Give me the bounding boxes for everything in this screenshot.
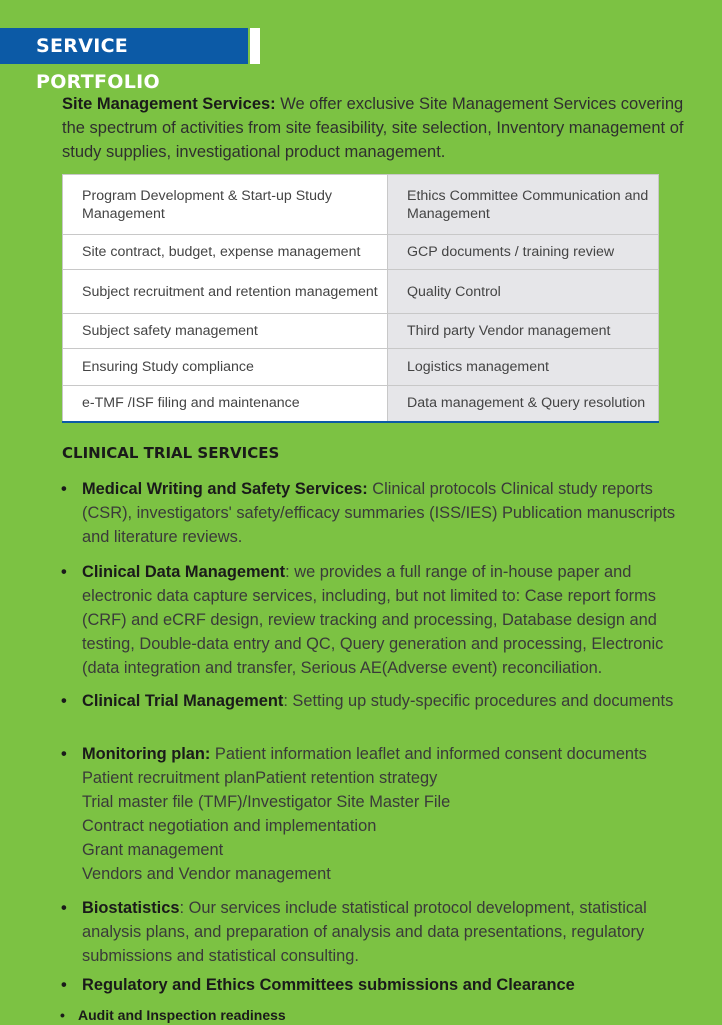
list-item (82, 560, 682, 680)
table-row (63, 314, 659, 349)
table-row (63, 386, 659, 422)
table-row (63, 235, 659, 270)
table-cell: Program Development & Start-up Study Management (63, 175, 388, 235)
item-heading: Audit and Inspection readiness (78, 1007, 286, 1023)
item-line: Trial master file (TMF)/Investigator Site Master File (82, 793, 451, 811)
item-heading: Regulatory and Ethics Committees submissions and Clearance (82, 976, 575, 994)
table-cell: Logistics management (388, 349, 659, 386)
item-text: : we provides a full range of in-house paper and electronic data capture services, including, but not limited to: Case report forms (CRF) and eCRF design, review tracking and processing, Database design and testing, Double-data entry and QC, Query generation and processing, Electronic (data integration and transfer, Serious AE(Adverse event) reconciliation. (82, 563, 664, 677)
intro-heading: Site Management Services: (62, 95, 276, 113)
table-cell: Third party Vendor management (388, 314, 659, 349)
table-cell: Subject safety management (63, 314, 388, 349)
item-text: Patient information leaflet and informed consent documents (210, 745, 647, 763)
intro-paragraph (62, 92, 702, 164)
clinical-section-title: CLINICAL TRIAL SERVICES (62, 444, 280, 462)
item-heading: Clinical Data Management (82, 563, 286, 581)
table-cell: Quality Control (388, 270, 659, 314)
item-line: Grant management (82, 841, 224, 859)
table-cell: GCP documents / training review (388, 235, 659, 270)
table-cell: e-TMF /ISF filing and maintenance (63, 386, 388, 422)
list-item (82, 689, 682, 713)
list-item (82, 973, 682, 997)
table-row (63, 270, 659, 314)
table-cell: Subject recruitment and retention management (63, 270, 388, 314)
intro-text: We offer exclusive Site Management Services covering the spectrum of activities from site feasibility, site selection, Inventory management of study supplies, investigational product management. (62, 95, 684, 161)
table-cell: Ensuring Study compliance (63, 349, 388, 386)
table-cell: Ethics Committee Communication and Management (388, 175, 659, 235)
list-item (78, 1005, 678, 1025)
item-line: Vendors and Vendor management (82, 865, 331, 883)
list-item (82, 477, 682, 549)
title-accent-bar (250, 28, 260, 64)
table-cell: Site contract, budget, expense management (63, 235, 388, 270)
table-cell: Data management & Query resolution (388, 386, 659, 422)
item-line: Contract negotiation and implementation (82, 817, 377, 835)
page-title: SERVICE PORTFOLIO (0, 28, 248, 64)
item-line: Patient recruitment planPatient retention strategy (82, 769, 438, 787)
services-table (62, 174, 659, 423)
list-item (82, 742, 682, 886)
list-item (82, 896, 682, 968)
item-heading: Biostatistics (82, 899, 180, 917)
item-heading: Clinical Trial Management (82, 692, 284, 710)
item-text: Clinical protocols Clinical study reports (CSR), investigators' safety/efficacy summaries (ISS/IES) Publication manuscripts and literature reviews. (82, 480, 676, 546)
item-heading: Medical Writing and Safety Services: (82, 480, 368, 498)
table-row (63, 175, 659, 235)
table-row (63, 349, 659, 386)
item-heading: Monitoring plan: (82, 745, 211, 763)
item-text: : Setting up study-specific procedures and documents (283, 692, 674, 710)
item-text: : Our services include statistical protocol development, statistical analysis plans, and preparation of analysis and data presentations, regulatory submissions and statistical consulting. (82, 899, 647, 965)
